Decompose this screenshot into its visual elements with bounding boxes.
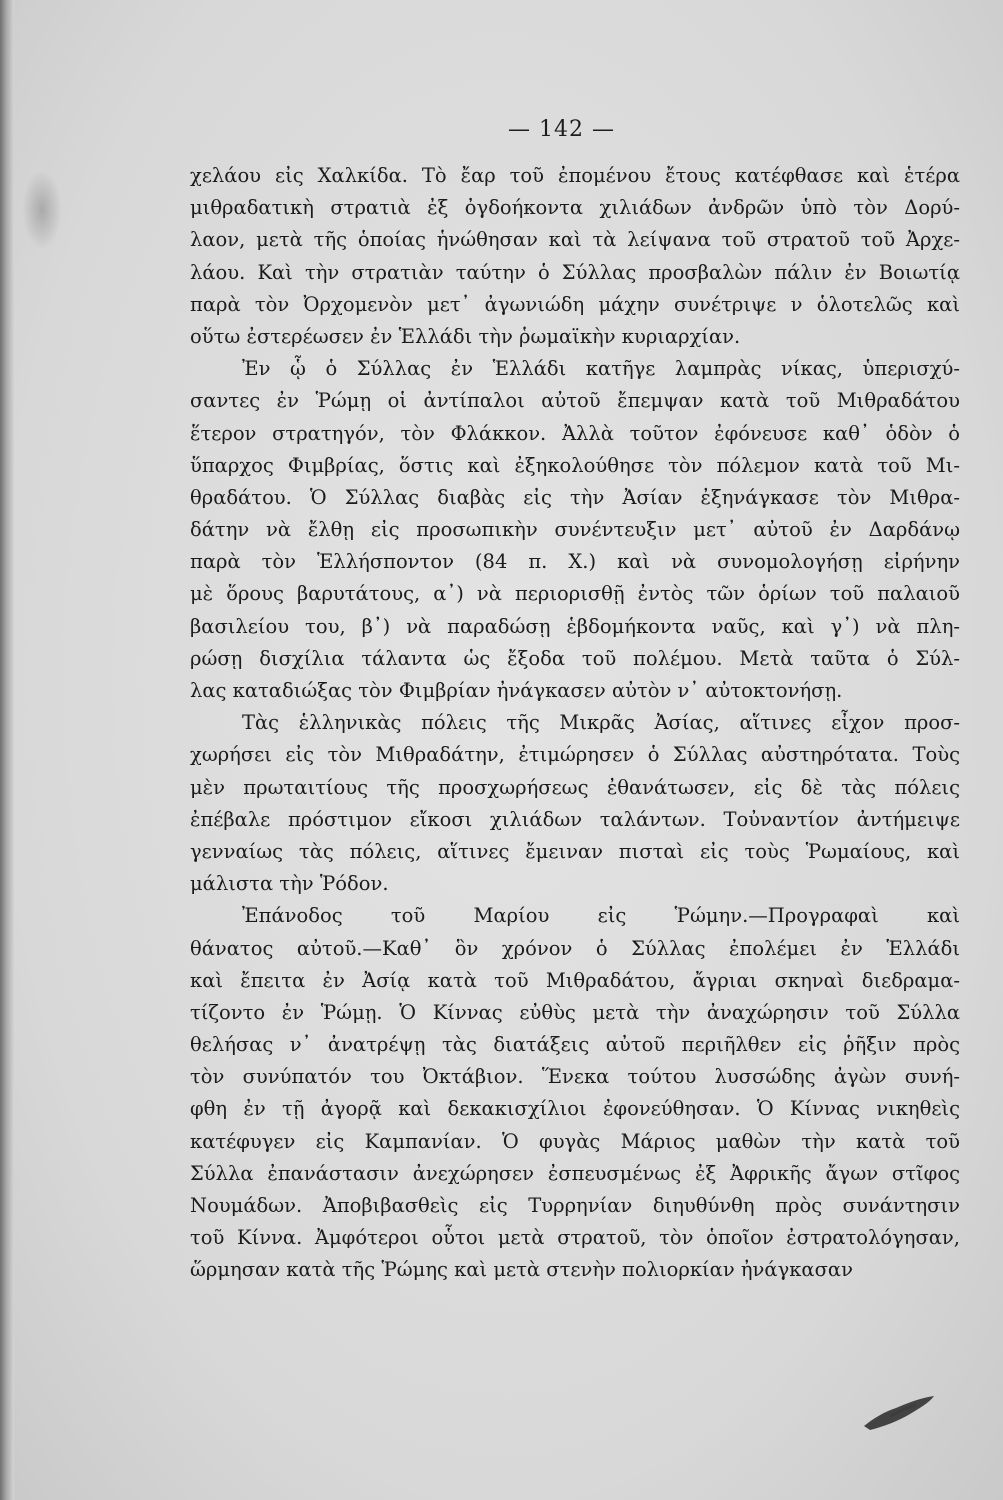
text-line: καὶ ἔπειτα ἐν Ἀσίᾳ κατὰ τοῦ Μιθραδάτου, ἄγριαι σκηναὶ διεδραμα- (190, 968, 960, 992)
ink-blot-mark (860, 1392, 940, 1432)
text-line: χελάου εἰς Χαλκίδα. Τὸ ἔαρ τοῦ ἐπομένου ἔτους κατέφθασε καὶ ἑτέρα (190, 164, 960, 187)
text-line: Ἐπάνοδος τοῦ Μαρίου εἰς Ῥώμην.—Προγραφαὶ καὶ (242, 904, 960, 928)
paragraph (190, 900, 960, 1286)
paragraph (190, 707, 960, 900)
text-line: θάνατος αὐτοῦ.—Καθ᾽ ὃν χρόνον ὁ Σύλλας ἐπολέμει ἐν Ἑλλάδι (190, 936, 960, 960)
text-line: λας καταδιώξας τὸν Φιμβρίαν ἠνάγκασεν αὐτὸν ν᾽ αὐτοκτονήσῃ. (190, 679, 843, 702)
text-line: παρὰ τὸν Ἑλλήσποντον (84 π. Χ.) καὶ νὰ συνομολογήσῃ εἰρήνην (190, 550, 960, 574)
text-line: θελήσας ν᾽ ἀνατρέψῃ τὰς διατάξεις αὐτοῦ περιῆλθεν εἰς ῥῆξιν πρὸς (190, 1033, 960, 1057)
text-line: χωρήσει εἰς τὸν Μιθραδάτην, ἐτιμώρησεν ὁ Σύλλας αὐστηρότατα. Τοὺς (190, 743, 960, 767)
text-line: Τὰς ἑλληνικὰς πόλεις τῆς Μικρᾶς Ἀσίας, αἵτινες εἶχον προσ- (242, 711, 960, 735)
paragraph (190, 353, 960, 707)
text-line: θραδάτου. Ὁ Σύλλας διαβὰς εἰς τὴν Ἀσίαν ἐξηνάγκασε τὸν Μιθρα- (190, 485, 960, 509)
paragraph (190, 160, 960, 353)
text-line: φθη ἐν τῇ ἀγορᾷ καὶ δεκακισχίλιοι ἐφονεύθησαν. Ὁ Κίννας νικηθεὶς (190, 1097, 960, 1121)
text-line: ρώσῃ δισχίλια τάλαντα ὡς ἔξοδα τοῦ πολέμου. Μετὰ ταῦτα ὁ Σύλ- (190, 646, 960, 670)
text-line: λαον, μετὰ τῆς ὁποίας ἡνώθησαν καὶ τὰ λείψανα τοῦ στρατοῦ τοῦ Ἀρχε- (190, 228, 960, 252)
text-line: οὕτω ἐστερέωσεν ἐν Ἑλλάδι τὴν ῥωμαϊκὴν κυριαρχίαν. (190, 324, 741, 348)
text-line: Σύλλα ἐπανάστασιν ἀνεχώρησεν ἐσπευσμένως ἐξ Ἀφρικῆς ἄγων στῖφος (190, 1161, 960, 1185)
text-line: μὲ ὅρους βαρυτάτους, α᾽) νὰ περιορισθῇ ἐντὸς τῶν ὁρίων τοῦ παλαιοῦ (190, 582, 960, 606)
text-line: Ἐν ᾧ ὁ Σύλλας ἐν Ἑλλάδι κατῆγε λαμπρὰς νίκας, ὑπερισχύ- (242, 357, 960, 381)
text-line: ἕτερον στρατηγόν, τὸν Φλάκκον. Ἀλλὰ τοῦτον ἐφόνευσε καθ᾽ ὁδὸν ὁ (190, 421, 960, 445)
text-line: ὕπαρχος Φιμβρίας, ὅστις καὶ ἐξηκολούθησε τὸν πόλεμον κατὰ τοῦ Μι- (190, 453, 960, 477)
text-line: μιθραδατικὴ στρατιὰ ἐξ ὀγδοήκοντα χιλιάδων ἀνδρῶν ὑπὸ τὸν Δορύ- (190, 196, 960, 220)
text-line: ὥρμησαν κατὰ τῆς Ῥώμης καὶ μετὰ στενὴν πολιορκίαν ἠνάγκασαν (190, 1258, 853, 1282)
text-line: κατέφυγεν εἰς Καμπανίαν. Ὁ φυγὰς Μάριος μαθὼν τὴν κατὰ τοῦ (190, 1129, 960, 1153)
page-number: — 142 — (508, 117, 615, 142)
text-line: μὲν πρωταιτίους τῆς προσχωρήσεως ἐθανάτωσεν, εἰς δὲ τὰς πόλεις (190, 775, 960, 799)
text-line: μάλιστα τὴν Ῥόδον. (190, 872, 389, 896)
text-line: Νουμάδων. Ἀποβιβασθεὶς εἰς Τυρρηνίαν διηυθύνθη πρὸς συνάντησιν (190, 1194, 960, 1217)
text-line: λάου. Καὶ τὴν στρατιὰν ταύτην ὁ Σύλλας προσβαλὼν πάλιν ἐν Βοιωτίᾳ (190, 260, 960, 284)
text-line: ἐπέβαλε πρόστιμον εἴκοσι χιλιάδων ταλάντων. Τοὐναντίον ἀντήμειψε (190, 807, 960, 831)
page-smudge (22, 170, 62, 250)
text-line: δάτην νὰ ἔλθῃ εἰς προσωπικὴν συνέντευξιν μετ᾽ αὐτοῦ ἐν Δαρδάνῳ (190, 518, 960, 542)
text-line: τίζοντο ἐν Ῥώμῃ. Ὁ Κίννας εὐθὺς μετὰ τὴν ἀναχώρησιν τοῦ Σύλλα (190, 1000, 960, 1024)
text-line: τὸν συνύπατόν του Ὀκτάβιον. Ἕνεκα τούτου λυσσώδης ἀγὼν συνή- (190, 1065, 960, 1089)
body-text (190, 160, 960, 1287)
text-line: σαντες ἐν Ῥώμῃ οἱ ἀντίπαλοι αὐτοῦ ἔπεμψαν κατὰ τοῦ Μιθραδάτου (190, 389, 960, 413)
text-line: βασιλείου του, β᾽) νὰ παραδώσῃ ἑβδομήκοντα ναῦς, καὶ γ᾽) νὰ πλη- (190, 614, 960, 638)
text-line: γενναίως τὰς πόλεις, αἵτινες ἔμειναν πισταὶ εἰς τοὺς Ῥωμαίους, καὶ (190, 839, 960, 863)
text-line: τοῦ Κίννα. Ἀμφότεροι οὗτοι μετὰ στρατοῦ, τὸν ὁποῖον ἐστρατολόγησαν, (190, 1226, 960, 1250)
page-binding-shadow (0, 0, 14, 1500)
text-line: παρὰ τὸν Ὀρχομενὸν μετ᾽ ἀγωνιώδη μάχην συνέτριψε ν ὁλοτελῶς καὶ (190, 292, 960, 316)
